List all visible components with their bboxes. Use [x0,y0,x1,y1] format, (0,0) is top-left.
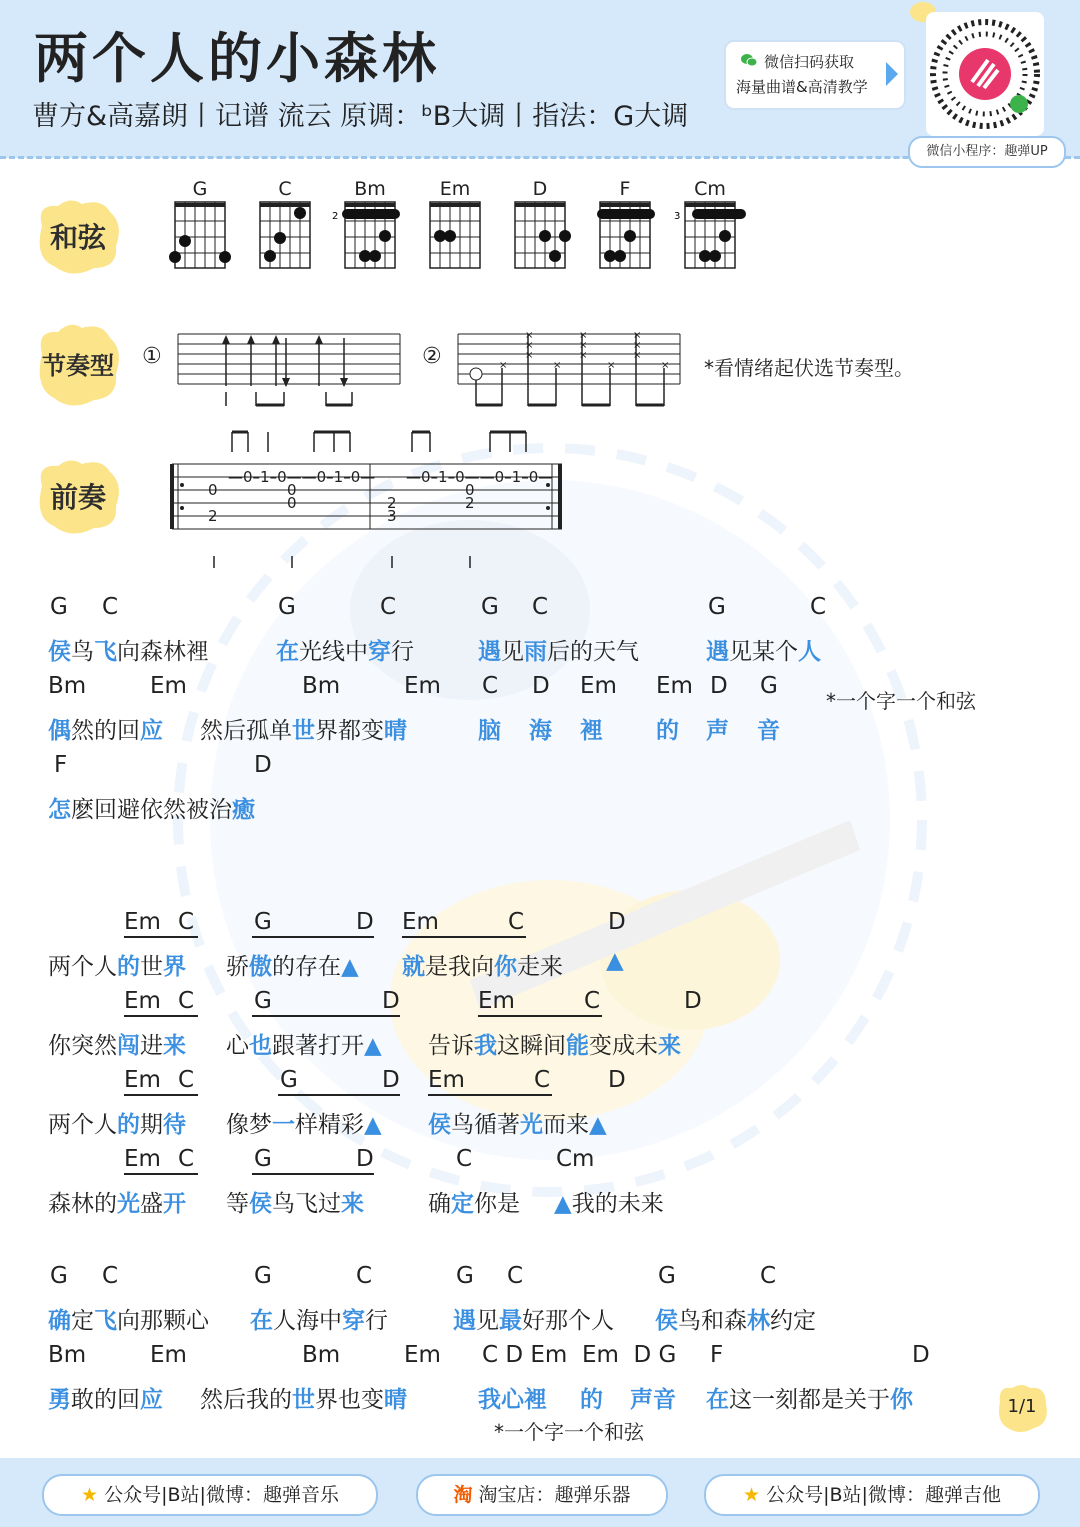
chord-symbol: C [534,1067,551,1093]
chord-symbol: Em [402,909,439,935]
lyric-line: 遇见雨后的天气 [478,639,639,665]
rhythm-note: *看情绪起伏选节奏型。 [704,356,914,380]
chord-symbol: Em [150,1342,187,1368]
chord-name-bm: Bm [354,178,386,200]
chord-symbol: Em [478,988,515,1014]
chord-symbol: Em [124,909,161,935]
lyric-line: 就是我向你走来 [402,954,563,980]
chord-symbol: G [254,909,272,935]
chord-underline [252,936,374,938]
lyric-line: 侯鸟循著光而来▲ [428,1112,607,1138]
lyric-word: 裡 [580,718,603,744]
tab-m1-s2: —0–1–0——0–1–0— [228,468,376,486]
chord-symbol: D [532,673,550,699]
chord-symbol: Em [580,673,617,699]
song-subtitle: 曹方&高嘉朗丨记谱 流云 原调：ᵇB大调丨指法：G大调 [32,101,689,132]
arrow-right-icon [886,62,898,86]
lyric-line: 怎麽回避依然被治癒 [48,797,255,823]
chord-symbol: F [710,1342,724,1368]
tab-m1-s3a: 0 [208,481,218,499]
chord-symbol: C [584,988,601,1014]
rhythm-pattern-2-marker: ② [422,344,442,369]
chord-symbol: Em [656,673,693,699]
chord-name-d: D [532,178,548,200]
chord-symbol: C [760,1263,777,1289]
svg-text:×: × [525,330,534,341]
chord-symbol: G [254,1263,272,1289]
intro-tab [168,424,568,574]
page-number-badge [994,1382,1050,1434]
wechat-icon [740,53,758,67]
chord-symbol: Cm [556,1146,595,1172]
chord-symbol: D [684,988,702,1014]
chord-symbol: C [356,1263,373,1289]
chord-name-f: F [619,178,631,200]
lyric-line: 遇见某个人 [706,639,821,665]
svg-text:×: × [525,350,534,361]
chord-symbol: C [456,1146,473,1172]
chord-symbol: D [912,1342,930,1368]
chord-symbol: G [254,1146,272,1172]
footer-link-music[interactable]: ★ 公众号|B站|微博：趣弹音乐 [42,1474,378,1516]
rhythm-pattern-1-marker: ① [142,344,162,369]
star-icon: ★ [81,1484,99,1506]
lyric-line: 两个人的期待 [48,1112,186,1138]
tab-m2-s4a: 2 [387,494,397,512]
section-badge-intro [32,456,124,536]
chord-symbol: Em [150,673,187,699]
chord-note: *一个字一个和弦 [494,1420,644,1444]
chord-symbol: Em [124,1067,161,1093]
lyric-word: 的 [580,1387,603,1413]
tab-m1-s5: 2 [208,507,218,525]
lyric-line: 骄傲的存在▲ [226,954,359,980]
chord-symbol: C [810,594,827,620]
chord-fret-cm: 3 [674,211,681,222]
chord-symbol: C [178,909,195,935]
chord-symbol: G [50,594,68,620]
chord-diagrams [160,198,760,278]
lyric-line: 两个人的世界 [48,954,186,980]
chord-symbol: C [178,988,195,1014]
chord-symbol: F [54,752,68,778]
chord-underline [278,1094,400,1096]
chord-symbol: G [456,1263,474,1289]
svg-text:×: × [633,350,642,361]
lyric-line: 在人海中穿行 [250,1308,388,1334]
lyric-word: 声 [706,718,729,744]
chord-fret-bm: 2 [332,211,339,222]
tab-m2-s5: 3 [387,507,397,525]
qr-code-icon [926,12,1044,136]
footer-link-guitar[interactable]: ★ 公众号|B站|微博：趣弹吉他 [704,1474,1040,1516]
svg-text:×: × [553,360,562,371]
lyric-line: 在光线中穿行 [276,639,414,665]
chord-symbol: Em [404,673,441,699]
chord-underline [402,936,526,938]
chord-underline [124,1015,198,1017]
rhythm-pattern-1 [176,330,404,410]
lyric-line: 确定飞向那颗心 [48,1308,209,1334]
qr-code[interactable] [926,12,1044,136]
lyric-line: 然后我的世界也变晴 [200,1387,407,1413]
chord-symbol: C D Em Em D G [482,1342,677,1368]
chord-symbol: Em [124,988,161,1014]
chord-symbol: C [178,1067,195,1093]
lyric-line: 侯鸟飞向森林裡 [48,639,209,665]
chord-symbol: G [280,1067,298,1093]
tab-m1-s4: 0 [287,494,297,512]
chord-underline [428,1094,552,1096]
chord-underline [124,1173,198,1175]
chord-name-cm: Cm [694,178,726,200]
chord-note: *一个字一个和弦 [826,689,976,713]
svg-text:×: × [579,340,588,351]
lyric-word: 脑 [478,718,501,744]
chord-underline [124,936,198,938]
lyric-line: 侯鸟和森林约定 [655,1308,816,1334]
svg-text:×: × [633,340,642,351]
chord-symbol: C [102,594,119,620]
chord-symbol: D [608,1067,626,1093]
chord-symbol: D [710,673,728,699]
lyric-line: ▲我的未来 [554,1191,664,1217]
chord-symbol: C [102,1263,119,1289]
chord-symbol: G [50,1263,68,1289]
chord-symbol: G [278,594,296,620]
chord-underline [252,1173,374,1175]
chord-symbol: C [380,594,397,620]
promo-line-1: 微信扫码获取 [764,53,855,71]
intro-label: 前奏 [49,481,106,514]
rhythm-label: 节奏型 [42,352,114,380]
chord-symbol: D [356,1146,374,1172]
chord-symbol: C [507,1263,524,1289]
lyric-line: 偶然的回应 [48,718,163,744]
svg-text:×: × [633,330,642,341]
chord-name-g: G [192,178,208,200]
lyric-line: 我心裡 [478,1387,547,1413]
tab-m2-s3: 0 [465,481,475,499]
taobao-icon: 淘 [453,1484,473,1506]
miniprogram-tag: 微信小程序：趣弹UP [908,136,1066,168]
lyric-line: 像梦一样精彩▲ [226,1112,382,1138]
svg-text:×: × [525,340,534,351]
chord-symbol: C [532,594,549,620]
svg-text:×: × [579,330,588,341]
chord-symbol: Bm [302,1342,341,1368]
chord-symbol: D [356,909,374,935]
chord-underline [478,1015,602,1017]
promo-line-2: 海量曲谱&高清教学 [736,78,868,96]
chord-symbol: D [382,1067,400,1093]
chord-symbol: G [481,594,499,620]
lyric-line: 等侯鸟飞过来 [226,1191,364,1217]
footer-link-taobao[interactable]: 淘 淘宝店：趣弹乐器 [416,1474,668,1516]
promo-box[interactable] [724,40,906,110]
tab-m1-s3b: 0 [287,481,297,499]
lyric-word: 音 [757,718,780,744]
chord-symbol: D [608,909,626,935]
section-badge-rhythm [32,320,124,400]
chord-symbol: Em [428,1067,465,1093]
tab-m2-s2: —0–1–0——0–1–0— [406,468,554,486]
lyric-line: 勇敢的回应 [48,1387,163,1413]
star-icon: ★ [743,1484,761,1506]
lyric-word: 的 [656,718,679,744]
tab-m2-s4b: 2 [465,494,475,512]
chord-symbol: G [254,988,272,1014]
chord-symbol: C [482,673,499,699]
lyric-line: 然后孤单世界都变晴 [200,718,407,744]
chord-underline [252,1015,400,1017]
chords-label: 和弦 [49,221,106,254]
chord-symbol: Bm [48,1342,87,1368]
svg-text:×: × [661,360,670,371]
lyric-line: 在这一刻都是关于你 [706,1387,913,1413]
lyric-line: 告诉我这瞬间能变成未来 [428,1033,681,1059]
chord-symbol: Bm [48,673,87,699]
lyric-line: 你突然闯进来 [48,1033,186,1059]
chord-name-c: C [278,178,292,200]
lyric-line: 确定你是 [428,1191,520,1217]
song-title: 两个人的小森林 [34,27,440,90]
chord-symbol: G [708,594,726,620]
chord-symbol: D [382,988,400,1014]
lyric-line: 森林的光盛开 [48,1191,186,1217]
chord-symbol: C [178,1146,195,1172]
page-number: 1/1 [1007,1396,1037,1417]
chord-underline [124,1094,198,1096]
lyric-word: 海 [529,718,552,744]
chord-symbol: G [658,1263,676,1289]
chord-symbol: Em [404,1342,441,1368]
strum-marker: ▲ [606,948,624,974]
chord-symbol: C [508,909,525,935]
lyric-line: 心也跟著打开▲ [226,1033,382,1059]
lyric-line: 遇见最好那个人 [453,1308,614,1334]
chord-symbol: Bm [302,673,341,699]
rhythm-pattern-2 [456,328,684,410]
svg-text:×: × [579,350,588,361]
svg-text:×: × [607,360,616,371]
chord-symbol: D [254,752,272,778]
section-badge-chords [32,196,124,276]
lyric-line: 声音 [630,1387,676,1413]
svg-text:×: × [499,360,508,371]
chord-symbol: G [760,673,778,699]
chord-name-em: Em [439,178,471,200]
chord-symbol: Em [124,1146,161,1172]
